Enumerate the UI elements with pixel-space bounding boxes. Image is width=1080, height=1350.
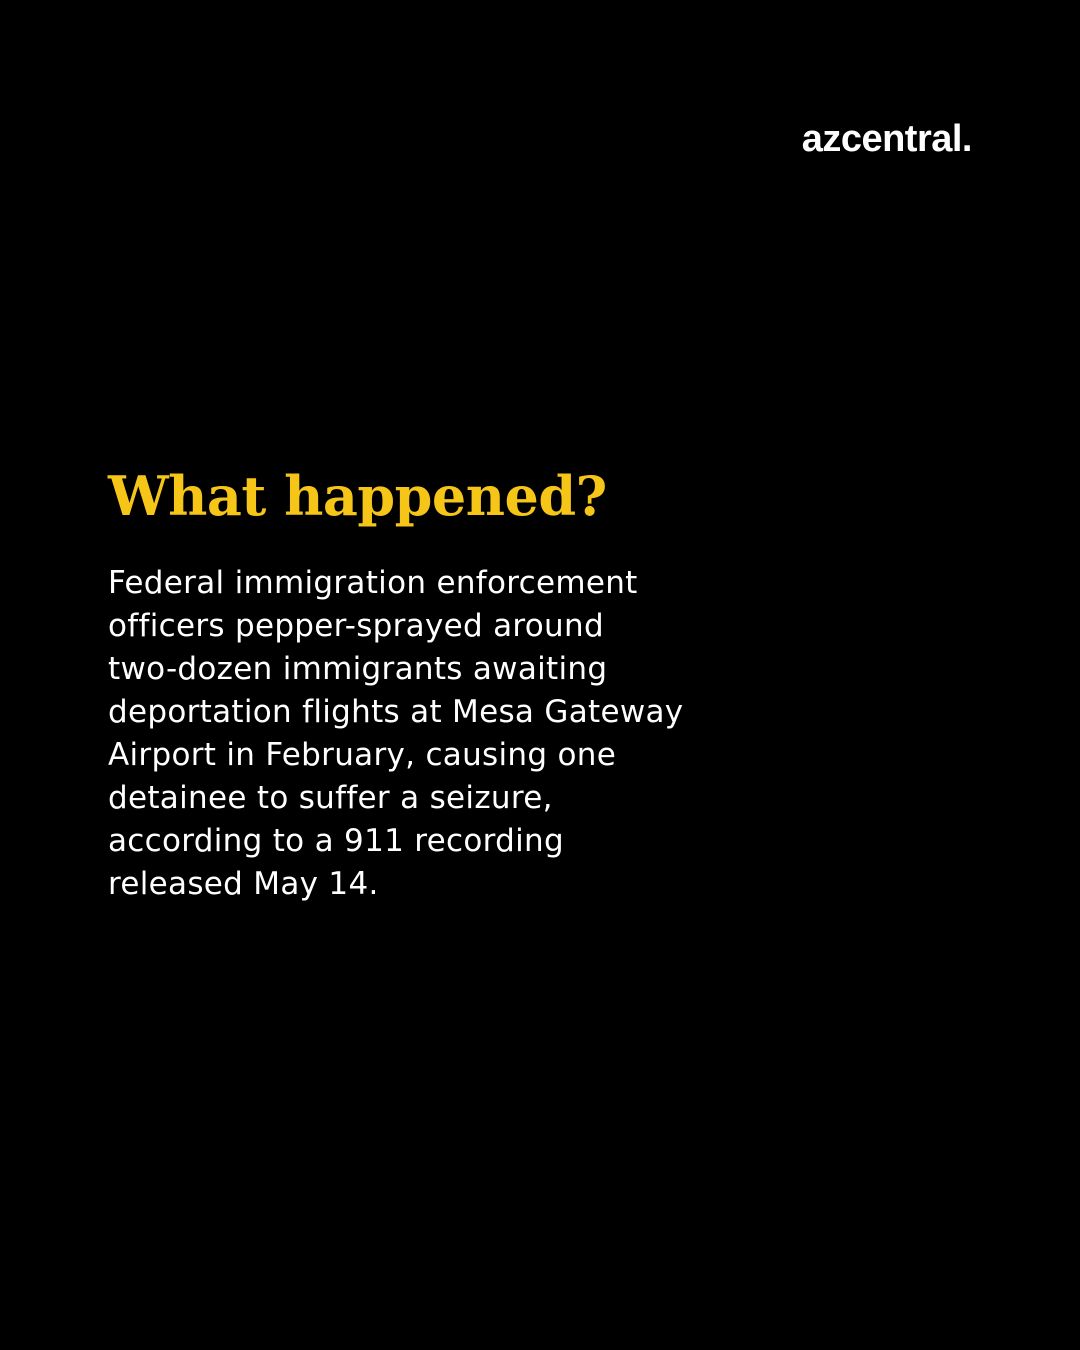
body-paragraph <box>108 562 788 906</box>
body-line: Federal immigration enforcement <box>108 565 638 601</box>
story-card <box>108 462 788 906</box>
body-line: Airport in February, causing one <box>108 737 617 773</box>
body-line: released May 14. <box>108 866 379 902</box>
body-line: detainee to suffer a seizure, <box>108 780 553 816</box>
azcentral-logo: azcentral. <box>801 118 972 160</box>
body-line: according to a 911 recording <box>108 823 564 859</box>
body-line: deportation flights at Mesa Gateway <box>108 694 684 730</box>
headline: What happened? <box>108 464 607 528</box>
body-line: two-dozen immigrants awaiting <box>108 651 608 687</box>
body-line: officers pepper-sprayed around <box>108 608 604 644</box>
